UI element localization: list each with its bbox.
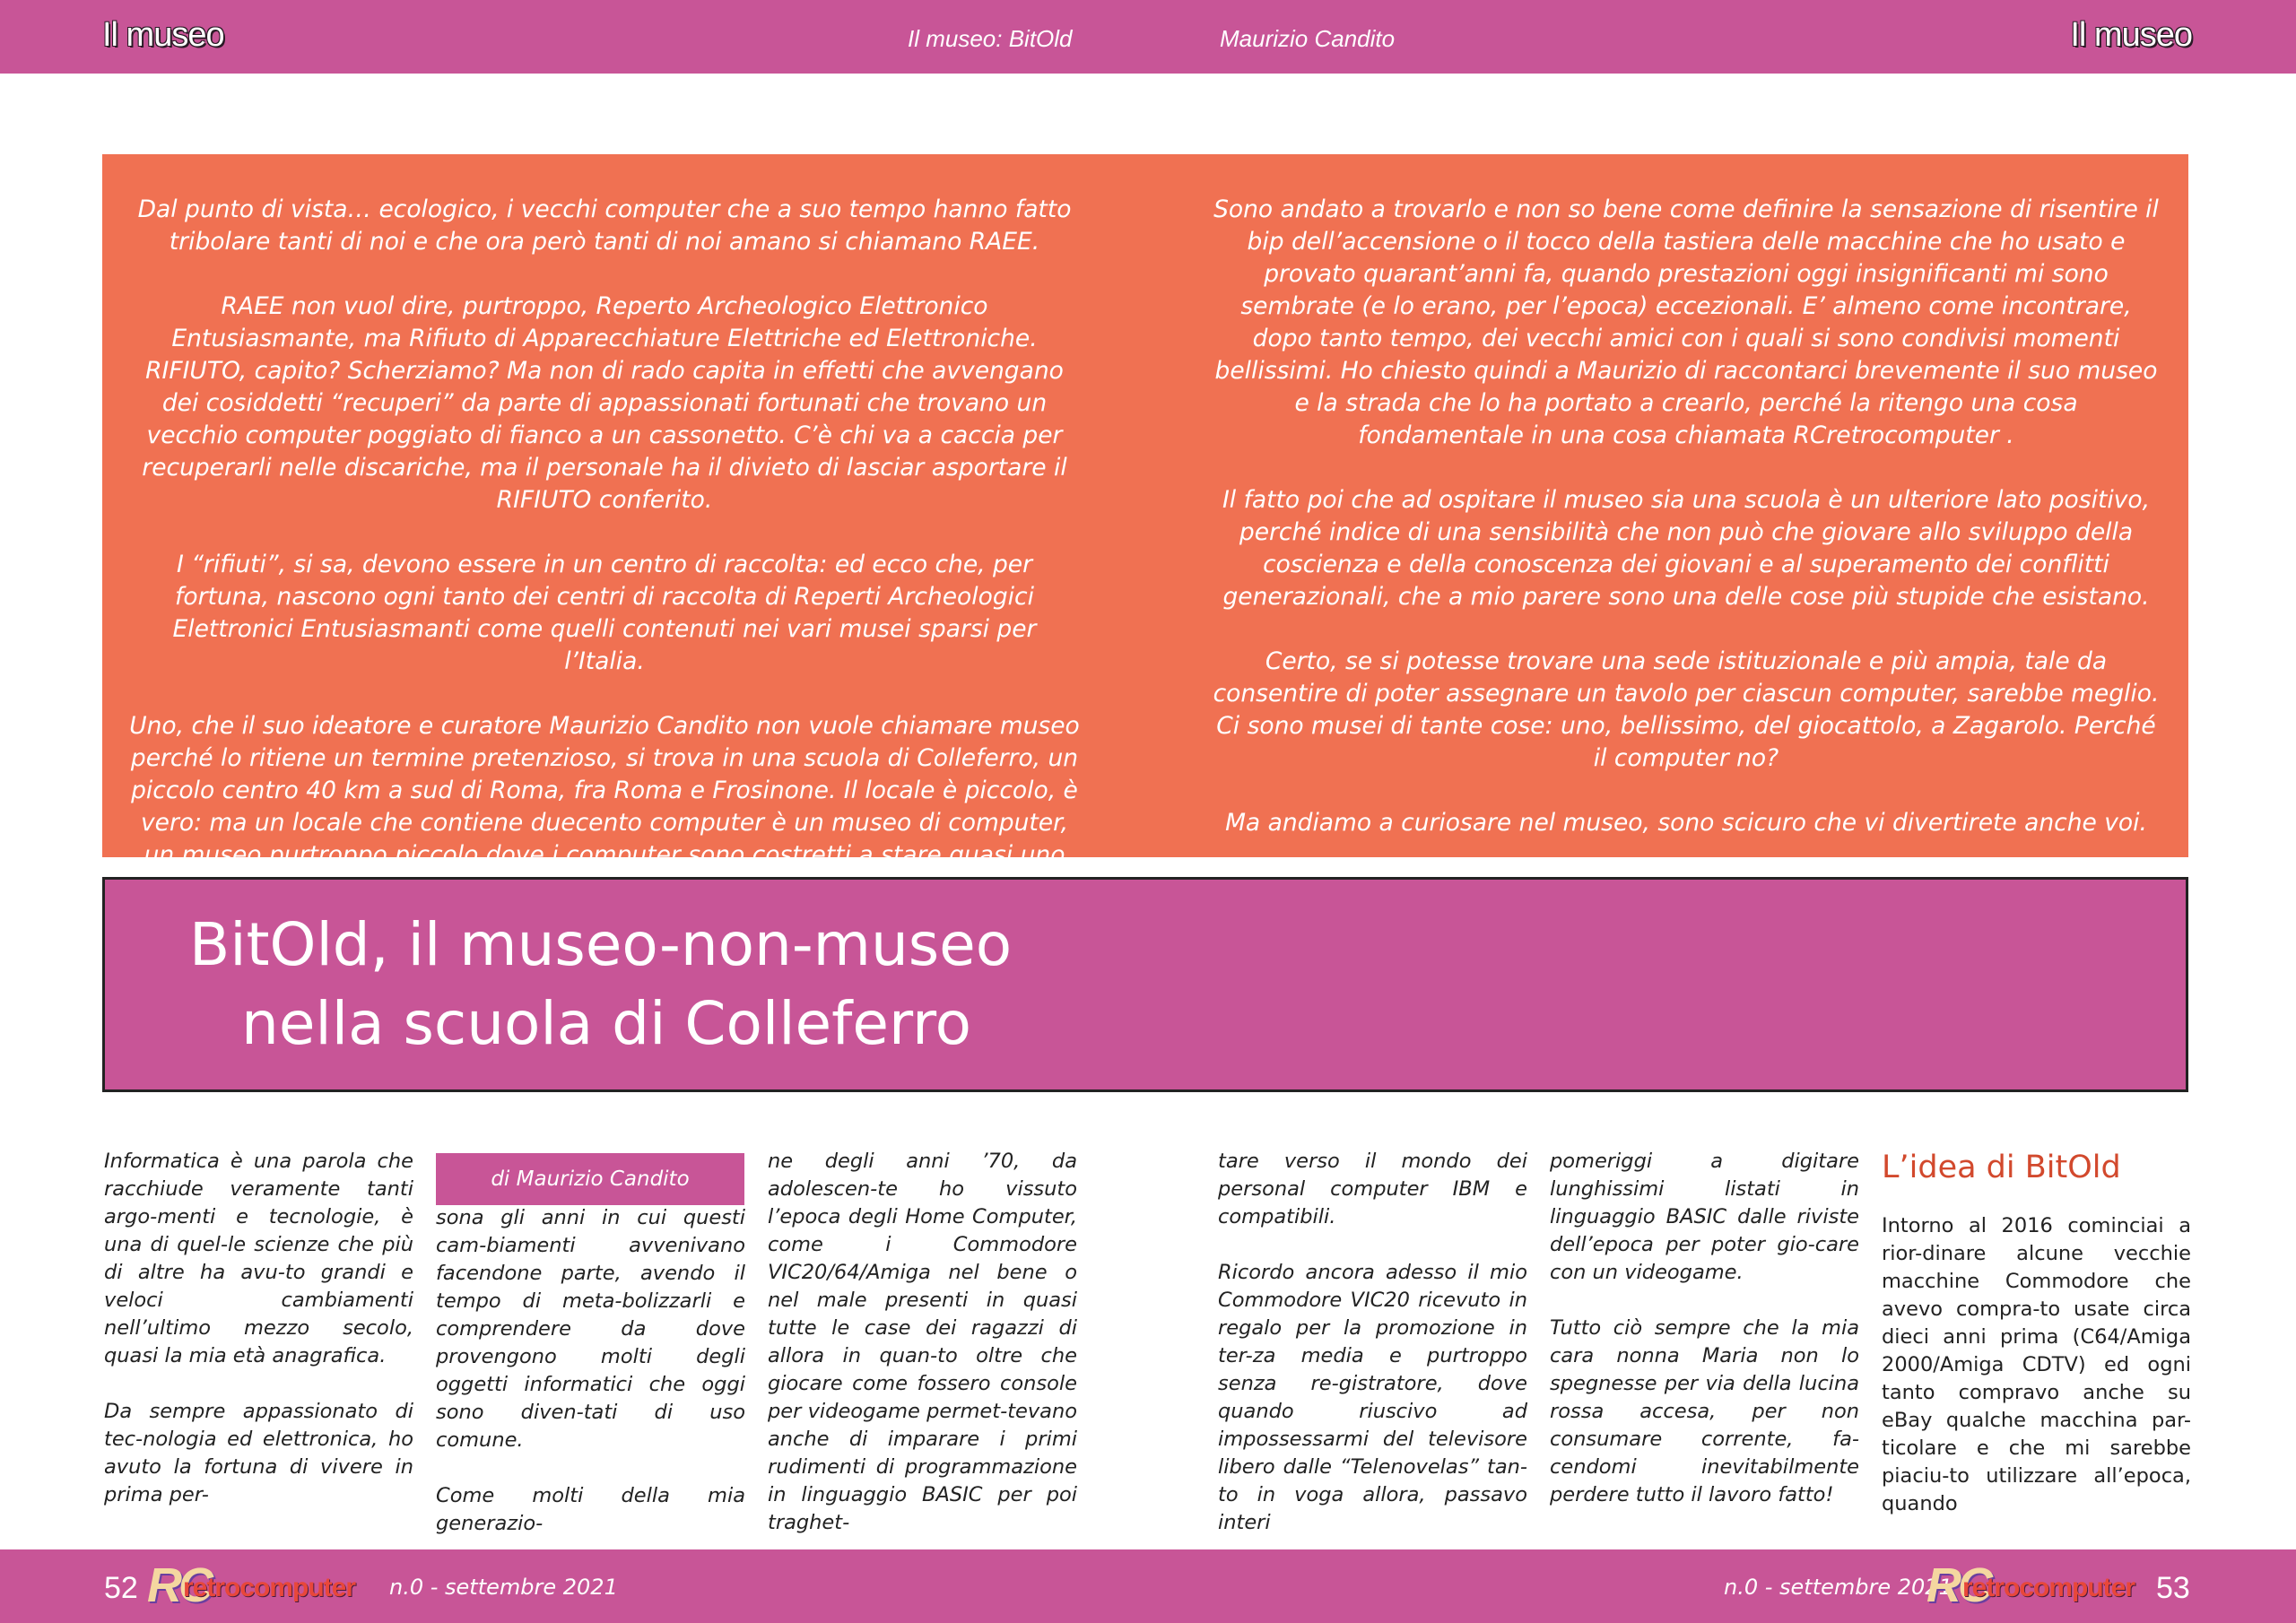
- issue-info-left: n.0 - settembre 2021: [389, 1575, 618, 1600]
- intro-right-column: [1211, 194, 2161, 936]
- running-title: Il museo: BitOld: [908, 25, 1073, 52]
- intro-paragraph: I “rifiuti”, si sa, devono essere in un centro di raccolta: ed ecco che, per fortuna, nascono ogni tanto dei centri di raccolta di Reperti Archeologici Elettronici Entusiasmanti come quelli contenuti nei vari musei sparsi per l’Italia.: [172, 551, 1037, 675]
- intro-paragraph: Sono andato a trovarlo e non so bene come definire la sensazione di risentire il bip dell’accensione o il tocco della tastiera delle macchine che ho usato e provato quarant’anni fa, quando prestazioni oggi insignificanti mi sono sembrate (e lo erano, per l’epoca) eccezionali. E’ almeno come incontrare, dopo tanto tempo, dei vecchi amici con i quali si sono condivisi momenti bellissimi. Ho chiesto quindi a Maurizio di raccontarci brevemente il suo museo e la strada che lo ha portato a crearlo, perché la ritengo una cosa fondamentale in una cosa chiamata RCretrocomputer .: [1213, 195, 2159, 449]
- intro-paragraph: RAEE non vuol dire, purtroppo, Reperto Archeologico Elettronico Entusiasmante, ma Rifiuto di Apparecchiature Elettriche ed Elettroniche. RIFIUTO, capito? Scherziamo? Ma non di rado capita in effetti che avvengano dei cosiddetti “recuperi” da parte di appassionati fortunati che trovano un vecchio computer poggiato di fianco a un cassonetto. C’è chi va a caccia per recuperarli nelle discariche, ma il personale ha il divieto di lasciar asportare il RIFIUTO conferito.: [142, 292, 1067, 514]
- body-column-1: [104, 1148, 413, 1537]
- editorial-intro-box: [102, 154, 2188, 869]
- running-author: Maurizio Candito: [1220, 25, 1396, 52]
- section-heading: L’idea di BitOld: [1882, 1150, 2121, 1185]
- body-paragraph: Ricordo ancora adesso il mio Commodore VIC20 ricevuto in regalo per la promozione in ter-za media e purtroppo senza re-gistratore, dove quando riuscivo ad impossessarmi del televisore libero dalle “Telenovelas” tan-to in voga allora, passavo interi: [1218, 1261, 1527, 1534]
- magazine-logo-right: [1926, 1558, 2151, 1612]
- logo-wordmark: retrocomputer: [1962, 1573, 2135, 1602]
- section-label-right: Il museo: [2070, 16, 2192, 54]
- body-column-2: [436, 1204, 745, 1566]
- body-column-6: [1882, 1212, 2191, 1546]
- intro-paragraph: Uno, che il suo ideatore e curatore Maurizio Candito non vuole chiamare museo perché lo ritiene un termine pretenzioso, si trova in una scuola di Colleferro, un piccolo centro 40 km a sud di Roma, fra Roma e Frosinone. Il locale è piccolo, è vero: ma un locale che contiene duecento computer è un museo di computer, un museo purtroppo piccolo dove i computer sono costretti a stare quasi uno: [129, 712, 1080, 869]
- article-title-line-2: nella scuola di Colleferro: [241, 989, 972, 1058]
- body-paragraph: pomeriggi a digitare lunghissimi listati in linguaggio BASIC dalle riviste dell’epoca per poter gio-care con un videogame.: [1550, 1150, 1859, 1284]
- body-paragraph: sona gli anni in cui questi cam-biamenti avvenivano facendone parte, avendo il tempo di meta-bolizzarli e comprendere da dove provengono molti degli oggetti informatici che oggi sono diven-tati di uso comune.: [436, 1206, 745, 1452]
- body-column-3: [768, 1148, 1077, 1565]
- issue-info-right: n.0 - settembre 2021: [1724, 1575, 1952, 1600]
- article-title-box: [102, 877, 2188, 1092]
- body-paragraph: tare verso il mondo dei personal computer IBM e compatibili.: [1218, 1150, 1527, 1228]
- article-title-line-1: BitOld, il museo-non-museo: [189, 910, 1013, 979]
- body-column-5: [1550, 1148, 1859, 1537]
- logo-wordmark: retrocomputer: [183, 1573, 356, 1602]
- top-header-bar: [0, 0, 2296, 74]
- logo-rc-mark: RC: [147, 1558, 210, 1612]
- page-number-left: 52: [104, 1571, 138, 1605]
- body-paragraph: Tutto ciò sempre che la mia cara nonna Maria non lo spegnesse per via della lucina rossa accesa, per non consumare corrente, fa-cendomi inevitabilmente perdere tutto il lavoro fatto!: [1550, 1316, 1859, 1506]
- intro-paragraph: Dal punto di vista… ecologico, i vecchi computer che a suo tempo hanno fatto tribolare tanti di noi e che ora però tanti di noi amano si chiamano RAEE.: [137, 195, 1072, 256]
- body-paragraph: ne degli anni ’70, da adolescen-te ho vissuto l’epoca degli Home Computer, come i Commodore VIC20/64/Amiga nel bene o nel male presenti in quasi tutte le case dei ragazzi di allora in quan-to oltre che giocare come fossero console per videogame permet-tevano anche di imparare i primi rudimenti di programmazione in linguaggio BASIC per poi traghet-: [768, 1150, 1077, 1534]
- intro-paragraph: Il fatto poi che ad ospitare il museo sia una scuola è un ulteriore lato positivo, perché indice di una sensibilità che non può che giovare allo sviluppo della coscienza e della conoscenza dei giovani e al superamento dei conflitti generazionali, che a mio parere sono una delle cose più stupide che esistano.: [1222, 486, 2151, 611]
- section-label-left: Il museo: [102, 16, 224, 54]
- body-column-4: [1218, 1148, 1527, 1565]
- intro-paragraph: Ma andiamo a curiosare nel museo, sono scicuro che vi divertirete anche voi.: [1225, 809, 2147, 837]
- body-paragraph: Come molti della mia generazio-: [436, 1484, 745, 1535]
- body-paragraph: Intorno al 2016 cominciai a rior-dinare alcune vecchie macchine Commodore che avevo compra-to usate circa dieci anni prima (C64/Amiga 2000/Amiga CDTV) ed ogni tanto compravo anche su eBay qualche macchina par-ticolare e che mi sarebbe piaciu-to utilizzare all’epoca, quando: [1882, 1214, 2191, 1515]
- logo-rc-mark: RC: [1926, 1558, 1989, 1612]
- intro-left-column: [129, 194, 1080, 936]
- magazine-logo-left: [147, 1558, 371, 1612]
- page-number-right: 53: [2156, 1571, 2190, 1605]
- intro-paragraph: Certo, se si potesse trovare una sede istituzionale e più ampia, tale da consentire di poter assegnare un tavolo per ciascun computer, sarebbe meglio. Ci sono musei di tante cose: uno, bellissimo, del giocattolo, a Zagarolo. Perché il computer no?: [1213, 647, 2160, 772]
- body-paragraph: Informatica è una parola che racchiude veramente tanti argo-menti e tecnologie, è una di quel-le scienze che più di altre ha avu-to grandi e veloci cambiamenti nell’ultimo mezzo secolo, quasi la mia età anagrafica.: [104, 1150, 413, 1367]
- author-byline: di Maurizio Candito: [436, 1153, 744, 1205]
- body-paragraph: Da sempre appassionato di tec-nologia ed elettronica, ho avuto la fortuna di vivere in prima per-: [104, 1400, 413, 1506]
